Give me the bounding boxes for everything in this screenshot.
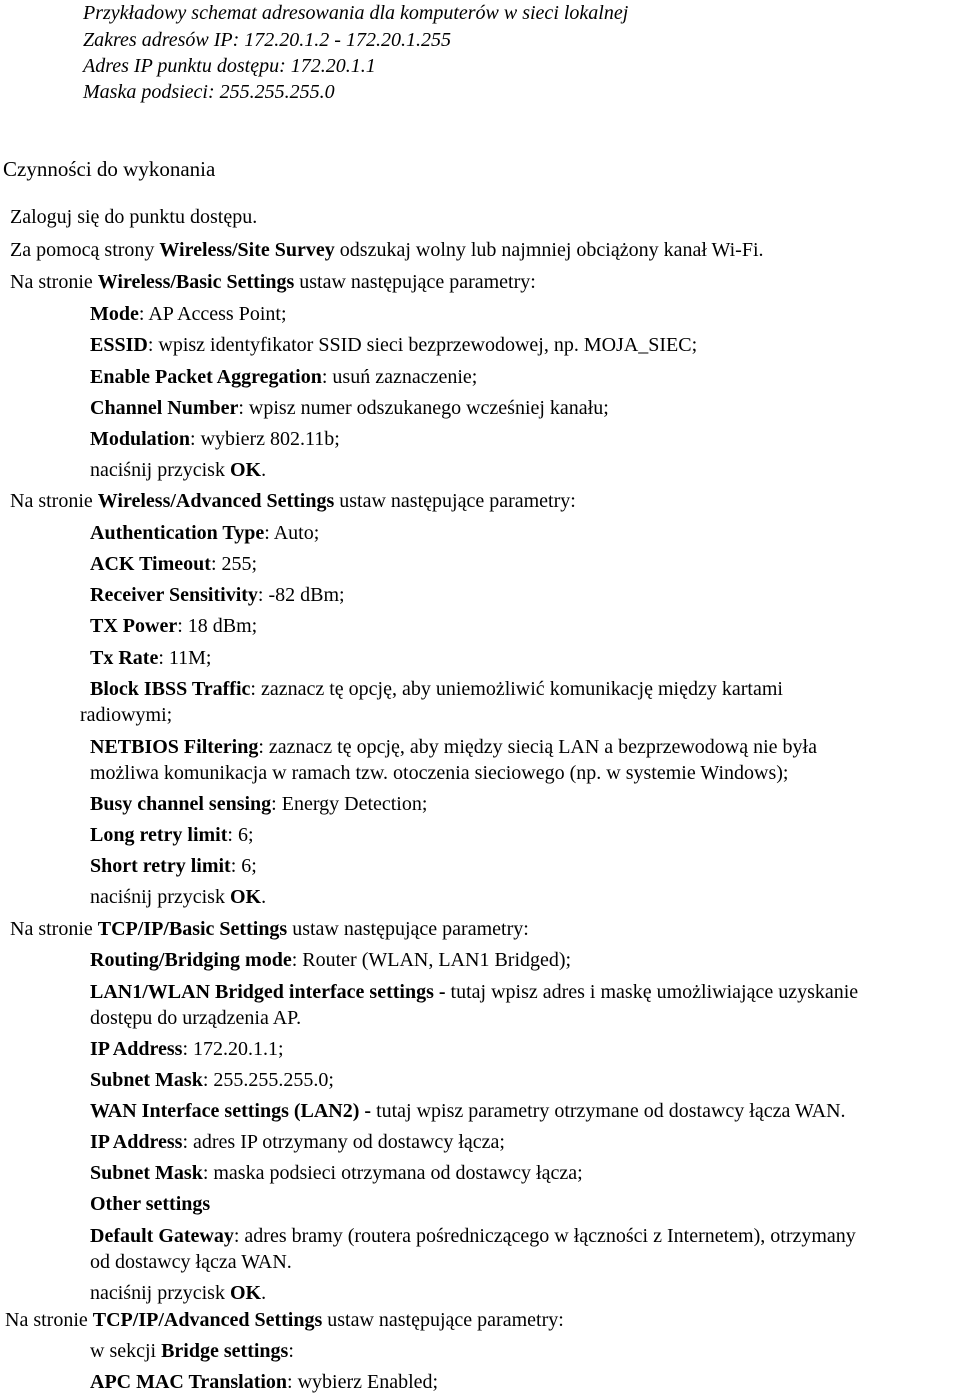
line-text: naciśnij przycisk — [90, 886, 230, 908]
line-text: : Auto; — [264, 522, 320, 544]
bold-term: OK — [229, 1282, 262, 1304]
bold-term: Modulation — [90, 428, 191, 450]
instruction-line — [90, 948, 571, 972]
line-text: radiowymi; — [80, 704, 173, 726]
bold-term: OK — [229, 459, 262, 481]
bold-term: Bridge settings — [161, 1340, 289, 1362]
instruction-line — [90, 792, 427, 816]
bold-term: APC MAC Translation — [90, 1371, 288, 1393]
scheme-ap-ip: Adres IP punktu dostępu: 172.20.1.1 — [83, 55, 376, 77]
line-text: tutaj wpisz parametry otrzymane od dostawcy łącza WAN. — [371, 1100, 846, 1122]
line-text: tutaj wpisz adres i maskę umożliwiające uzyskanie — [445, 981, 859, 1003]
instruction-line — [90, 980, 858, 1004]
instruction-line — [90, 302, 287, 326]
bold-term: OK — [229, 886, 262, 908]
scheme-subnet-mask: Maska podsieci: 255.255.255.0 — [83, 81, 335, 103]
instruction-line — [90, 614, 257, 638]
bold-term: Tx Rate — [90, 647, 159, 669]
line-text: : maska podsieci otrzymana od dostawcy łącza; — [202, 1162, 583, 1184]
instruction-line — [90, 521, 319, 545]
instruction-line — [90, 1161, 583, 1185]
bold-term: Channel Number — [90, 397, 239, 419]
instruction-line — [90, 583, 345, 607]
bold-term: Subnet Mask — [90, 1162, 203, 1184]
bold-term: TCP/IP/Basic Settings — [97, 918, 288, 940]
bold-term: Wireless/Site Survey — [159, 239, 335, 261]
line-text: : 6; — [227, 824, 254, 846]
line-text: : -82 dBm; — [257, 584, 345, 606]
line-text: : 6; — [230, 855, 257, 877]
line-text: możliwa komunikacja w ramach tzw. otoczenia sieciowego (np. w systemie Windows); — [90, 762, 789, 784]
instruction-line — [90, 1068, 334, 1092]
instruction-line — [10, 917, 529, 941]
instruction-line — [90, 1192, 210, 1216]
instruction-line — [10, 205, 257, 229]
line-text: : zaznacz tę opcję, aby między siecią LAN a bezprzewodową nie była — [258, 736, 817, 758]
line-text: : Energy Detection; — [271, 793, 428, 815]
bold-term: Authentication Type — [90, 522, 265, 544]
instruction-line — [90, 761, 788, 785]
bold-term: WAN Interface settings (LAN2) - — [90, 1100, 372, 1122]
line-text: : 172.20.1.1; — [182, 1038, 284, 1060]
instruction-line — [90, 1037, 284, 1061]
bold-term: Short retry limit — [90, 855, 231, 877]
line-text: ustaw następujące parametry: — [294, 271, 536, 293]
line-text: : usuń zaznaczenie; — [321, 366, 478, 388]
line-text: : wybierz 802.11b; — [190, 428, 340, 450]
bold-term: Receiver Sensitivity — [90, 584, 258, 606]
instruction-line — [90, 1370, 438, 1394]
line-text: : Router (WLAN, LAN1 Bridged); — [291, 949, 572, 971]
line-text: Na stronie — [10, 271, 98, 293]
instruction-line — [90, 1224, 856, 1248]
line-text: naciśnij przycisk — [90, 1282, 230, 1304]
line-text: w sekcji — [90, 1340, 162, 1362]
bold-term: Default Gateway — [90, 1225, 234, 1247]
instruction-line — [10, 238, 764, 262]
instruction-line — [90, 1339, 294, 1363]
line-text: : wpisz numer odszukanego wcześniej kanału; — [238, 397, 609, 419]
bold-term: Wireless/Basic Settings — [97, 271, 295, 293]
instruction-line — [90, 458, 266, 482]
bold-term: LAN1/WLAN Bridged interface settings - — [90, 981, 446, 1003]
bold-term: NETBIOS Filtering — [90, 736, 259, 758]
scheme-ip-range: Zakres adresów IP: 172.20.1.2 - 172.20.1.255 — [83, 29, 451, 51]
instruction-line — [80, 703, 172, 727]
bold-term: Long retry limit — [90, 824, 228, 846]
bold-term: Mode — [90, 303, 139, 325]
bold-term: Busy channel sensing — [90, 793, 272, 815]
instruction-line — [90, 854, 257, 878]
line-text: : 18 dBm; — [177, 615, 258, 637]
bold-term: Other settings — [90, 1193, 211, 1215]
line-text: Na stronie — [10, 490, 98, 512]
bold-term: IP Address — [90, 1131, 183, 1153]
line-text: : 255.255.255.0; — [202, 1069, 334, 1091]
scheme-title: Przykładowy schemat adresowania dla komputerów w sieci lokalnej — [83, 2, 629, 24]
instruction-line — [5, 1308, 564, 1332]
line-text: Za pomocą strony — [10, 239, 160, 261]
instruction-line — [90, 885, 266, 909]
line-text: : wybierz Enabled; — [287, 1371, 439, 1393]
instruction-line — [90, 677, 783, 701]
line-text: ustaw następujące parametry: — [334, 490, 576, 512]
instruction-line — [90, 1099, 846, 1123]
line-text: : adres bramy (routera pośredniczącego w łączności z Internetem), otrzymany — [233, 1225, 856, 1247]
instruction-line — [90, 365, 477, 389]
line-text: Na stronie — [5, 1309, 93, 1331]
bold-term: Block IBSS Traffic — [90, 678, 251, 700]
instruction-line — [10, 270, 536, 294]
line-text: Zaloguj się do punktu dostępu. — [10, 206, 258, 228]
line-text: odszukaj wolny lub najmniej obciążony kanał Wi-Fi. — [334, 239, 764, 261]
line-text: dostępu do urządzenia AP. — [90, 1007, 302, 1029]
line-text: Na stronie — [10, 918, 98, 940]
line-text: : adres IP otrzymany od dostawcy łącza; — [182, 1131, 505, 1153]
instruction-line — [90, 1130, 505, 1154]
instruction-line — [90, 823, 254, 847]
bold-term: Wireless/Advanced Settings — [97, 490, 335, 512]
bold-term: TCP/IP/Advanced Settings — [92, 1309, 323, 1331]
section-heading: Czynności do wykonania — [3, 157, 216, 181]
bold-term: Routing/Bridging mode — [90, 949, 292, 971]
line-text: od dostawcy łącza WAN. — [90, 1251, 292, 1273]
instruction-line — [90, 396, 609, 420]
line-text: : zaznacz tę opcję, aby uniemożliwić komunikację między kartami — [250, 678, 783, 700]
line-text: . — [261, 1282, 267, 1304]
bold-term: TX Power — [90, 615, 178, 637]
bold-term: Subnet Mask — [90, 1069, 203, 1091]
line-text: : 11M; — [158, 647, 212, 669]
instruction-line — [90, 646, 211, 670]
bold-term: Enable Packet Aggregation — [90, 366, 322, 388]
bold-term: ACK Timeout — [90, 553, 211, 575]
instruction-line — [90, 333, 697, 357]
instruction-line — [10, 489, 576, 513]
instruction-line — [90, 552, 257, 576]
line-text: : AP Access Point; — [138, 303, 287, 325]
instruction-line — [90, 735, 817, 759]
bold-term: ESSID — [90, 334, 148, 356]
line-text: : — [288, 1340, 294, 1362]
line-text: naciśnij przycisk — [90, 459, 230, 481]
instruction-line — [90, 1006, 301, 1030]
line-text: ustaw następujące parametry: — [322, 1309, 564, 1331]
bold-term: IP Address — [90, 1038, 183, 1060]
line-text: : wpisz identyfikator SSID sieci bezprzewodowej, np. MOJA_SIEC; — [147, 334, 698, 356]
instruction-line — [90, 1250, 292, 1274]
line-text: . — [261, 886, 267, 908]
instruction-line — [90, 427, 340, 451]
line-text: . — [261, 459, 267, 481]
line-text: ustaw następujące parametry: — [287, 918, 529, 940]
instruction-line — [90, 1281, 266, 1305]
line-text: : 255; — [210, 553, 258, 575]
